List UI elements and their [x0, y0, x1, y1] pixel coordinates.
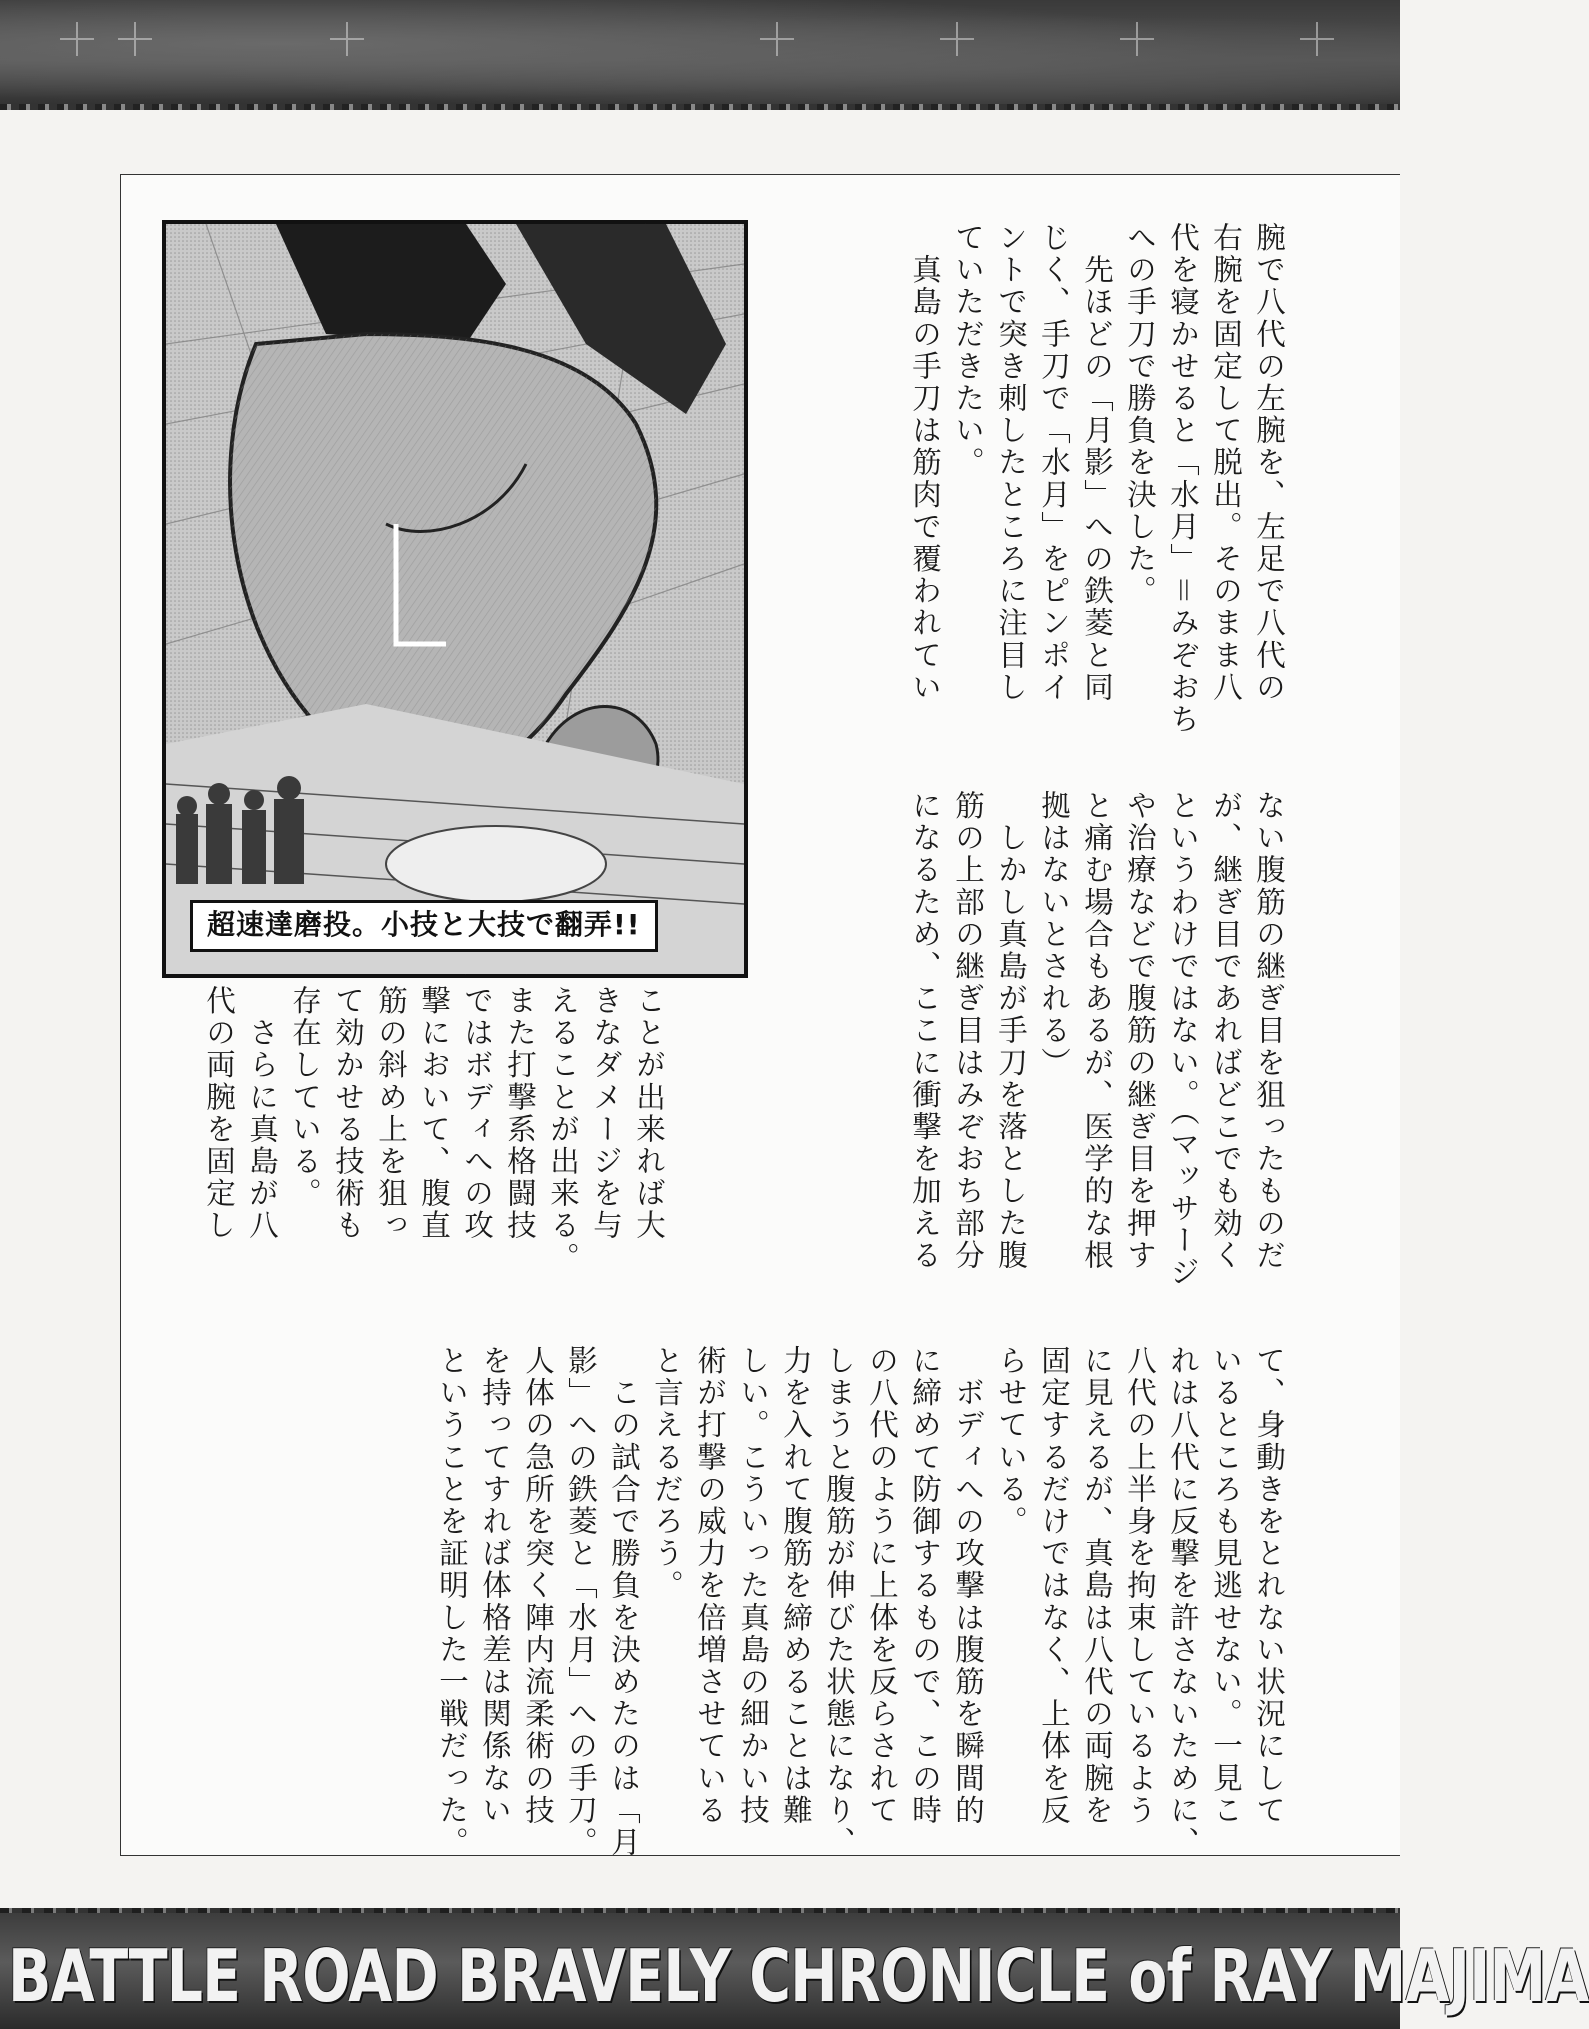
- crosshair-mark-icon: [330, 22, 364, 56]
- article-text-block-2: ない腹筋の継ぎ目を狙ったものだ が、継ぎ目であればどこでも効く というわけではない。（マッサージ や治療などで腹筋の継ぎ目を押す と痛む場合もあるが、医学的な根 拠はないとされる） しかし真島が手刀を落とした腹 筋の上部の継ぎ目はみぞおち部分 になるため、ここに衝撃を加える: [908, 790, 1286, 1289]
- panel-caption: 超速達磨投。小技と大技で翻弄!!: [190, 900, 658, 952]
- article-text-block-1: 腕で八代の左腕を、左足で八代の 右腕を固定して脱出。そのまま八 代を寝かせると「水月」＝みぞおち への手刀で勝負を決した。 先ほどの「月影」への鉄菱と同 じく、手刀で「水月」をピンポイ ントで突き刺したところに注目し ていただきたい。 真島の手刀は筋肉で覆われてい: [908, 222, 1286, 736]
- crosshair-mark-icon: [760, 22, 794, 56]
- article-text-block-3: ことが出来れば大 きなダメージを与 えることが出来る。 また打撃系格闘技 ではボディへの攻 撃において、腹直 筋の斜め上を狙っ て効かせる技術も 存在している。 さらに真島が八 代の両腕を固定し: [202, 985, 666, 1274]
- crosshair-mark-icon: [940, 22, 974, 56]
- band-edge: [0, 104, 1400, 110]
- top-decorative-band: [0, 0, 1400, 110]
- crosshair-mark-icon: [60, 22, 94, 56]
- article-text-block-4: て、身動きをとれない状況にして いるところも見逃せない。一見こ れは八代に反撃を許さないために、 八代の上半身を拘束しているよう に見えるが、真島は八代の両腕を 固定するだけではなく、上体を反 らせている。 ボディへの攻撃は腹筋を瞬間的 に締めて防御するもので、この時 の八代のように上体を反らされて しまうと腹筋が伸びた状態になり、 力を入れて腹筋を締めることは難 しい。こういった真島の細かい技 術が打撃の威力を倍増させている と言えるだろう。 この試合で勝負を決めたのは「月 影」への鉄菱と「水月」への手刀。 人体の急所を突く陣内流柔術の技 を持ってすれば体格差は関係ない ということを証明した一戦だった。: [435, 1345, 1286, 1859]
- manga-illustration-panel: [162, 220, 748, 978]
- manga-artwork: [166, 224, 744, 974]
- crosshair-mark-icon: [1120, 22, 1154, 56]
- bottom-title-banner: [0, 1908, 1589, 2029]
- crosshair-mark-icon: [118, 22, 152, 56]
- crosshair-mark-icon: [1300, 22, 1334, 56]
- banner-title: BATTLE ROAD BRAVELY CHRONICLE of RAY MAJIMA: [8, 1934, 1589, 2018]
